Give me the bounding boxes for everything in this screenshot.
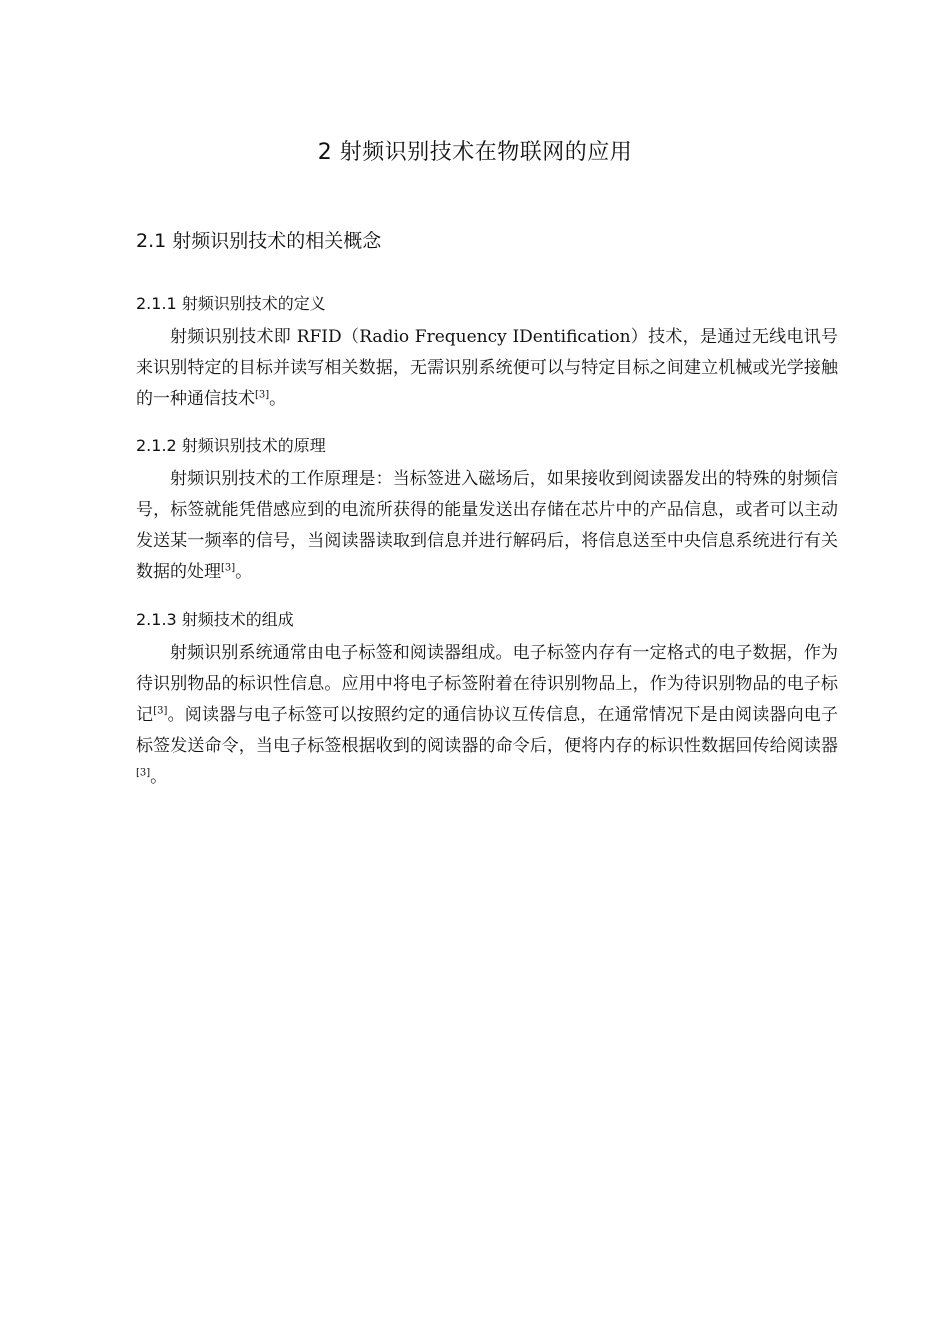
paragraph-composition bbox=[136, 638, 838, 793]
subsection-title-composition: 2.1.3 射频技术的组成 bbox=[136, 610, 294, 629]
paragraph-definition bbox=[136, 322, 838, 415]
chapter-title: 2 射频识别技术在物联网的应用 bbox=[317, 140, 633, 165]
paragraph-text: 。 bbox=[235, 562, 253, 582]
paragraph-text: 射频识别技术即 RFID（Radio Frequency IDentification）技术，是通过无线电讯号来识别特定的目标并读写相关数据，无需识别系统便可以与特定目标之间建立机械或光学接触的一种通信技术 bbox=[136, 327, 838, 409]
citation-ref: [3] bbox=[153, 705, 168, 717]
paragraph-text: 。阅读器与电子标签可以按照约定的通信协议互传信息，在通常情况下是由阅读器向电子标签发送命令，当电子标签根据收到的阅读器的命令后，便将内存的标识性数据回传给阅读器 bbox=[136, 705, 839, 756]
citation-ref: [3] bbox=[255, 389, 270, 401]
subsection-title-principle: 2.1.2 射频识别技术的原理 bbox=[136, 436, 326, 455]
paragraph-text: 。 bbox=[269, 389, 287, 409]
paragraph-principle bbox=[136, 464, 838, 588]
paragraph-text: 射频识别技术的工作原理是：当标签进入磁场后，如果接收到阅读器发出的特殊的射频信号，标签就能凭借感应到的电流所获得的能量发送出存储在芯片中的产品信息，或者可以主动发送某一频率的信号，当阅读器读取到信息并进行解码后，将信息送至中央信息系统进行有关数据的处理 bbox=[136, 469, 838, 582]
citation-ref: [3] bbox=[136, 767, 151, 779]
paragraph-text: 射频识别系统通常由电子标签和阅读器组成。电子标签内存有一定格式的电子数据，作为待识别物品的标识性信息。应用中将电子标签附着在待识别物品上，作为待识别物品的电子标记 bbox=[136, 643, 838, 725]
section-title: 2.1 射频识别技术的相关概念 bbox=[136, 230, 382, 252]
subsection-title-definition: 2.1.1 射频识别技术的定义 bbox=[136, 294, 326, 313]
paragraph-text: 。 bbox=[150, 767, 168, 787]
citation-ref: [3] bbox=[221, 562, 236, 574]
